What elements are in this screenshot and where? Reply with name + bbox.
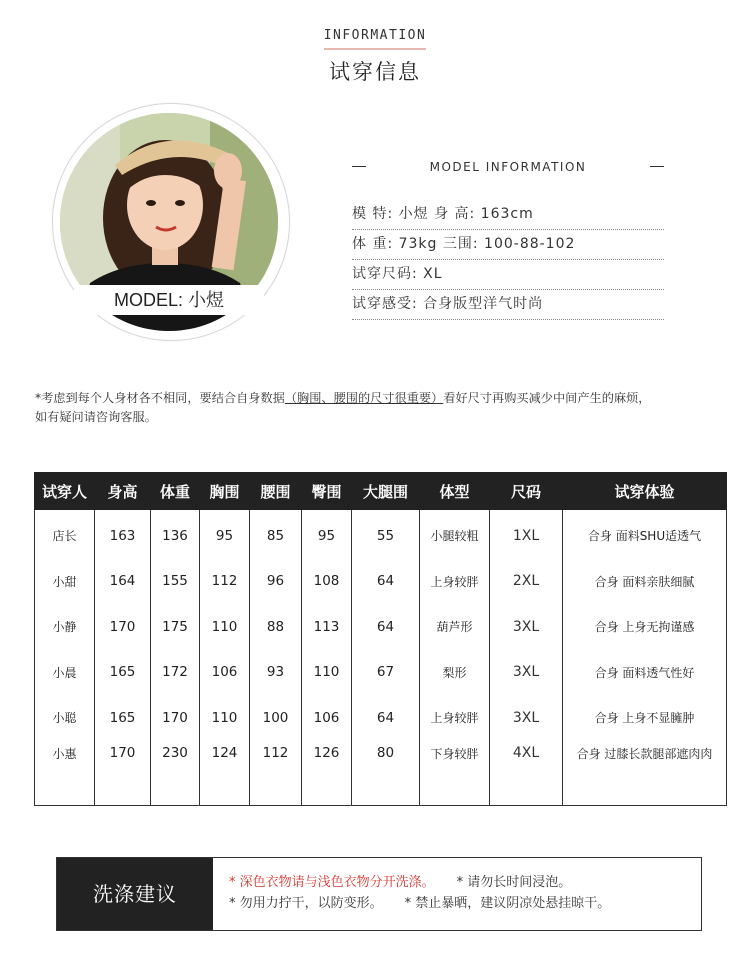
- table-cell: 93: [250, 650, 302, 696]
- table-cell: 100: [250, 695, 302, 741]
- table-cell: 124: [200, 741, 250, 806]
- page-header: [0, 24, 750, 86]
- column-header: 腰围: [250, 473, 302, 510]
- table-row: [35, 559, 727, 605]
- table-cell: 小静: [35, 604, 95, 650]
- model-info-row: [352, 231, 664, 260]
- table-cell: 113: [302, 604, 352, 650]
- model-info-row: [352, 291, 664, 320]
- note-text-line2: 如有疑问请咨询客服。: [35, 410, 157, 424]
- table-cell: 155: [151, 559, 200, 605]
- table-cell: 64: [352, 604, 420, 650]
- care-text: * 勿用力拧干，以防变形。: [229, 896, 383, 911]
- table-cell: 店长: [35, 510, 95, 559]
- table-cell: 175: [151, 604, 200, 650]
- care-text: * 请勿长时间浸泡。: [456, 875, 572, 890]
- table-cell: 170: [95, 604, 151, 650]
- washing-advice-box: [56, 857, 702, 931]
- column-header: 体型: [420, 473, 490, 510]
- table-cell: 67: [352, 650, 420, 696]
- size-note: [35, 389, 725, 427]
- table-cell: 170: [95, 741, 151, 806]
- table-cell: 165: [95, 650, 151, 696]
- column-header: 体重: [151, 473, 200, 510]
- table-cell: 小甜: [35, 559, 95, 605]
- table-cell: 110: [200, 695, 250, 741]
- table-cell: 合身 上身不显臃肿: [563, 695, 727, 741]
- model-information-title: [352, 158, 664, 176]
- table-row: [35, 604, 727, 650]
- table-cell: 下身较胖: [420, 741, 490, 806]
- column-header: 身高: [95, 473, 151, 510]
- table-cell: 3XL: [490, 650, 563, 696]
- table-cell: 上身较胖: [420, 695, 490, 741]
- table-cell: 上身较胖: [420, 559, 490, 605]
- table-cell: 230: [151, 741, 200, 806]
- model-name-label: MODEL: 小煜: [74, 285, 264, 315]
- table-cell: 108: [302, 559, 352, 605]
- model-info-text: 试穿感受: 合身版型洋气时尚: [352, 296, 544, 312]
- table-cell: 3XL: [490, 604, 563, 650]
- table-cell: 112: [200, 559, 250, 605]
- washing-advice-text: [229, 872, 610, 914]
- column-header: 大腿围: [352, 473, 420, 510]
- table-cell: 96: [250, 559, 302, 605]
- table-cell: 64: [352, 559, 420, 605]
- care-text: * 禁止暴晒，建议阴凉处悬挂晾干。: [404, 896, 611, 911]
- table-cell: 165: [95, 695, 151, 741]
- model-information-text: MODEL INFORMATION: [429, 160, 587, 174]
- fitting-data-table: [34, 472, 727, 806]
- table-cell: 3XL: [490, 695, 563, 741]
- model-info-row: [352, 201, 664, 230]
- model-info-text: 体 重: 73kg 三围: 100-88-102: [352, 236, 576, 252]
- table-cell: 170: [151, 695, 200, 741]
- table-cell: 4XL: [490, 741, 563, 806]
- table-cell: 163: [95, 510, 151, 559]
- note-text: *考虑到每个人身材各不相同，要结合自身数据: [35, 391, 285, 405]
- table-row: [35, 741, 727, 806]
- table-cell: 梨形: [420, 650, 490, 696]
- column-header: 试穿体验: [563, 473, 727, 510]
- table-cell: 合身 面料SHU适透气: [563, 510, 727, 559]
- washing-advice-label: 洗涤建议: [57, 858, 213, 930]
- table-cell: 64: [352, 695, 420, 741]
- table-cell: 172: [151, 650, 200, 696]
- column-header: 尺码: [490, 473, 563, 510]
- table-row: [35, 650, 727, 696]
- table-cell: 136: [151, 510, 200, 559]
- table-cell: 110: [302, 650, 352, 696]
- table-cell: 小聪: [35, 695, 95, 741]
- note-text: 看好尺寸再购买减少中间产生的麻烦，: [443, 391, 651, 405]
- table-cell: 88: [250, 604, 302, 650]
- note-underlined-text: （胸围、腰围的尺寸很重要）: [284, 391, 444, 405]
- table-cell: 葫芦形: [420, 604, 490, 650]
- table-cell: 1XL: [490, 510, 563, 559]
- table-cell: 合身 面料亲肤细腻: [563, 559, 727, 605]
- header-chinese-title: 试穿信息: [329, 60, 421, 84]
- care-warning-text: * 深色衣物请与浅色衣物分开洗涤。: [229, 875, 435, 890]
- model-info-row: [352, 261, 664, 290]
- table-cell: 80: [352, 741, 420, 806]
- table-cell: 85: [250, 510, 302, 559]
- table-cell: 95: [302, 510, 352, 559]
- model-info-text: 模 特: 小煜 身 高: 163cm: [352, 206, 534, 222]
- model-info-text: 试穿尺码: XL: [352, 266, 443, 282]
- column-header: 胸围: [200, 473, 250, 510]
- table-cell: 合身 上身无拘谨感: [563, 604, 727, 650]
- title-dash-right: [650, 166, 664, 167]
- fitting-table: [34, 472, 726, 806]
- table-cell: 110: [200, 604, 250, 650]
- table-row: [35, 695, 727, 741]
- table-header-row: [35, 473, 727, 510]
- table-row: [35, 510, 727, 559]
- column-header: 臀围: [302, 473, 352, 510]
- table-cell: 合身 面料透气性好: [563, 650, 727, 696]
- table-cell: 95: [200, 510, 250, 559]
- table-cell: 小腿较粗: [420, 510, 490, 559]
- header-english-title: INFORMATION: [324, 28, 427, 50]
- table-cell: 小惠: [35, 741, 95, 806]
- table-cell: 2XL: [490, 559, 563, 605]
- table-cell: 55: [352, 510, 420, 559]
- table-cell: 小晨: [35, 650, 95, 696]
- table-cell: 106: [302, 695, 352, 741]
- table-cell: 106: [200, 650, 250, 696]
- table-cell: 126: [302, 741, 352, 806]
- table-cell: 112: [250, 741, 302, 806]
- column-header: 试穿人: [35, 473, 95, 510]
- table-cell: 164: [95, 559, 151, 605]
- table-cell: 合身 过膝长款腿部遮肉肉: [563, 741, 727, 806]
